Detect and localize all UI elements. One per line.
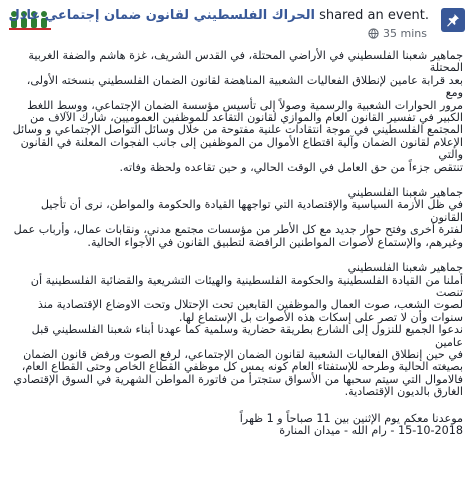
post-header <box>0 0 473 48</box>
post-paragraph-intro: جماهير شعبنا الفلسطيني في الأراضي المحتلة، في القدس الشريف، غزة هاشم والضفة الغربية المحتلة بعد قرابة عامين لإنطلاق الفعاليات الشعبية المناهضة لقانون الضمان الفلسطيني بنسخته الأولى، ومع مرور الحوارات الشعبية والرسمية وصولاً إلى تأسيس مؤسسة الضمان الإجتماعي، ووسط اللغط الكبير في تفسير القانون العام والموازي لقانون التقاعد للموظفين العموميين، شارك الآلاف من المجتمع الفلسطيني في موجة انتقادات علنية مفتوحة من خلال وسائل التواصل الإجتماعي و وسائل الإعلام لقانون الضمان وآلية اقتطاع الأموال من الموظفين إلى جانب الفجوات المعلنة في القانون والتي تنتقص جزءاً من حق العامل في الوقت الحالي، و حين تقاعده ولحظة وفاته. <box>12 49 463 174</box>
shared-event-text: shared an event. <box>319 8 429 23</box>
post-appointment: موعدنا معكم يوم الإثنين بين 11 صباحاً و 1 ظهراً <box>239 411 463 425</box>
post-paragraph-call: ندعوا الجميع للنزول إلى الشارع بطريقة حضارية وسلمية كما عهدنا أبناء شعبنا الفلسطيني قبل عامين في حين إنطلاق الفعاليات الشعبية لقانون الضمان الإجتماعي، لرفع الصوت ورفض قانون الضمان بصيغته الحالية وطرحه للإستفتاء العام كونه يمس كل موظفي القطاع الخاص وحتى القطاع العام، فالاموال التي سيتم سحبها من الأسواق ستجترأ من فاتورة المواطن الشهرية في السوق الإقتصادي الغارق بالديون الإقتصادية. <box>13 323 463 399</box>
post-paragraph-hope: أملنا من القيادة الفلسطينية والحكومة الفلسطينية والهيئات التشريعية والقضائية الفلسطينية أن تنصت لصوت الشعب، صوت العمال والموظفين القابعين تحت الإحتلال وتحت الاوضاع الإقتصادية منذ سنوات وأن لا تصر على إسكات هذه الأصوات بل الإستماع لها. <box>30 273 463 324</box>
post-paragraph-postpone: في ظل الأزمة السياسية والإقتصادية التي تواجهها القيادة والحكومة والمواطن، نرى أن تأجيل القانون لفترة أخرى وفتح حوار جديد مع كل الأطر من مؤسسات مجتمع مدني، ونقابات عمال، وأرباب عمل وغيرهم، والإستماع لأصوات المواطنين الرافضة لتطبيق القانون في الأجواء الحالية. <box>13 198 463 249</box>
post-heading-2: جماهير شعبنا الفلسطيني <box>347 261 463 275</box>
globe-icon <box>368 28 379 39</box>
post-date-location: 15-10-2018 - رام الله - ميدان المنارة <box>279 423 463 437</box>
pin-icon <box>446 13 460 27</box>
post-title-line <box>9 8 430 24</box>
page-name-link[interactable]: الحراك الفلسطيني لقانون ضمان إجتماعي عادل <box>8 8 315 23</box>
post-body <box>8 50 463 437</box>
pin-button[interactable] <box>441 8 465 32</box>
post-heading-1: جماهير شعبنا الفلسطيني <box>347 186 463 200</box>
post-meta <box>368 27 427 40</box>
post-timestamp[interactable]: 35 mins <box>383 27 427 40</box>
